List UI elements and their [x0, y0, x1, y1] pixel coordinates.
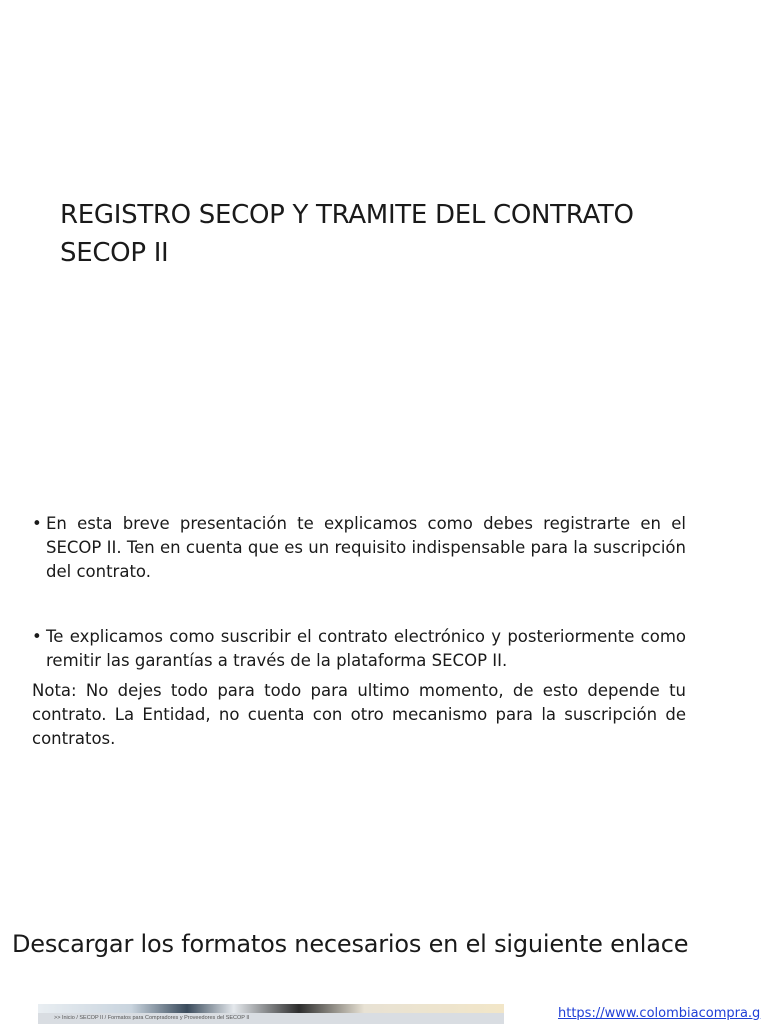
- bullet-item: [32, 512, 686, 584]
- thumbnail-banner: [38, 1004, 504, 1013]
- bullet-dot: •: [32, 627, 42, 646]
- colombiacompra-link[interactable]: https://www.colombiacompra.g: [558, 1006, 761, 1021]
- slide-title-line-1: REGISTRO SECOP Y TRAMITE DEL CONTRATO: [60, 200, 634, 230]
- body-text-block: [32, 512, 686, 751]
- download-heading: Descargar los formatos necesarios en el siguiente enlace: [12, 930, 689, 958]
- bullet-item: [32, 625, 686, 673]
- slide-title-line-2: SECOP II: [60, 238, 169, 268]
- bullet-text: En esta breve presentación te explicamos como debes registrarte en el SECOP II. Ten en cuenta que es un requisito indispensable para la suscripción del contrato.: [46, 514, 686, 581]
- website-screenshot-thumbnail: [38, 1004, 504, 1024]
- note-paragraph: Nota: No dejes todo para todo para ultimo momento, de esto depende tu contrato. La Entidad, no cuenta con otro mecanismo para la suscripción de contratos.: [32, 681, 686, 748]
- bullet-dot: •: [32, 514, 42, 533]
- bullet-text: Te explicamos como suscribir el contrato electrónico y posteriormente como remitir las garantías a través de la plataforma SECOP II.: [46, 627, 686, 670]
- thumbnail-breadcrumb: >> Inicio / SECOP II / Formatos para Compradores y Proveedores del SECOP II: [54, 1015, 250, 1021]
- slide-title: [60, 196, 720, 272]
